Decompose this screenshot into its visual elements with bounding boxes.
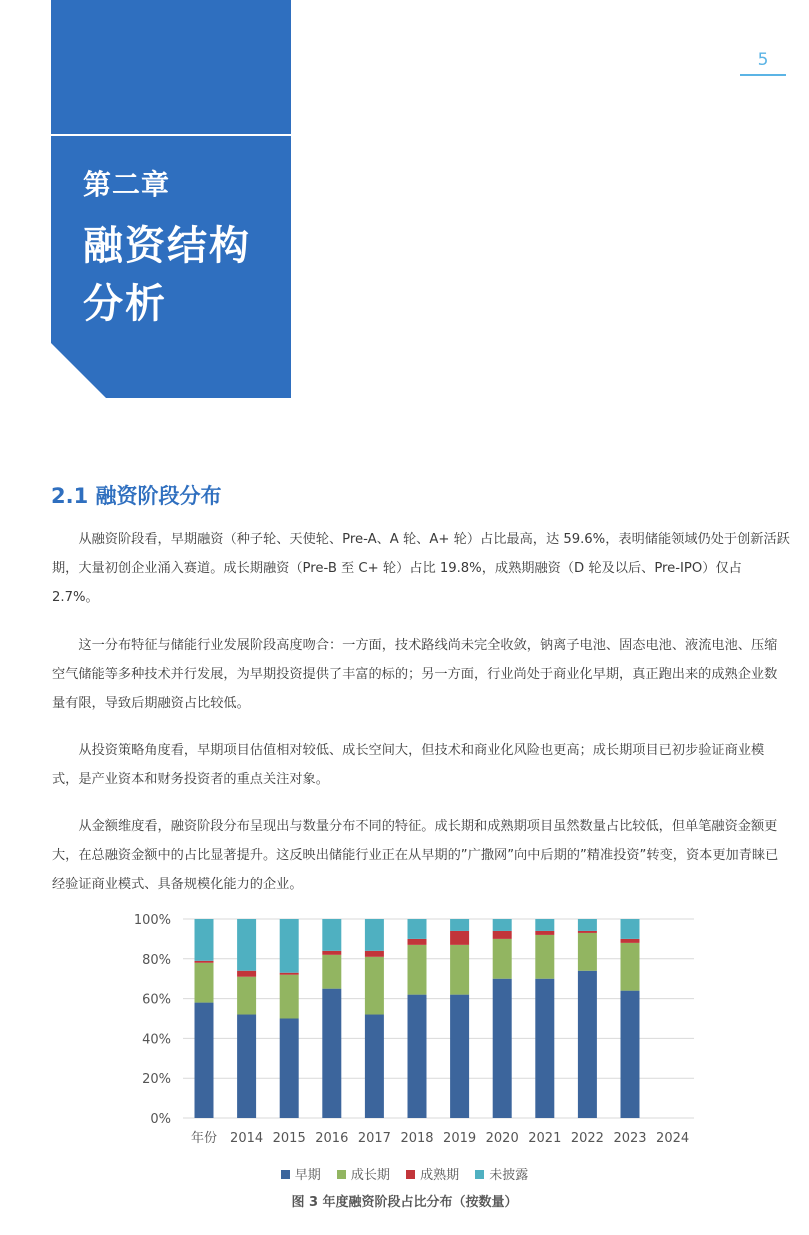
bar-segment	[322, 989, 341, 1118]
body-paragraph-4: 从金额维度看，融资阶段分布呈现出与数量分布不同的特征。成长期和成熟期项目虽然数量占比较低，但单笔融资金额更大，在总融资金额中的占比显著提升。这反映出储能行业正在从早期的”广撒网”向中后期的”精准投资”转变，资本更加青睐已经验证商业模式、具备规模化能力的企业。	[52, 819, 779, 892]
legend-swatch-undisclosed	[475, 1170, 484, 1179]
bar-segment	[578, 933, 597, 971]
legend-label-growth: 成长期	[350, 1168, 390, 1183]
bar-segment	[450, 945, 469, 995]
chapter-divider	[51, 134, 291, 136]
bar-segment	[578, 931, 597, 933]
bar-segment	[365, 919, 384, 951]
chart-bars	[195, 919, 640, 1118]
bar-segment	[578, 919, 597, 931]
bar-segment	[195, 961, 214, 963]
bar-segment	[322, 951, 341, 955]
bar-segment	[578, 971, 597, 1118]
bar-segment	[621, 919, 640, 939]
bar-segment	[493, 939, 512, 979]
x-tick-label: 2022	[570, 1131, 604, 1146]
x-tick-label: 2019	[443, 1131, 477, 1146]
chart-canvas	[0, 900, 809, 1160]
bar-segment	[365, 1015, 384, 1118]
page-number: 5	[757, 50, 769, 70]
chapter-label: 第二章	[83, 168, 171, 201]
bar-segment	[408, 919, 427, 939]
page-number-underline	[740, 74, 786, 76]
body-paragraph-2: 这一分布特征与储能行业发展阶段高度吻合：一方面，技术路线尚未完全收敛，钠离子电池、固态电池、液流电池、压缩空气储能等多种技术并行发展，为早期投资提供了丰富的标的；另一方面，行业尚处于商业化早期，真正跑出来的成熟企业数量有限，导致后期融资占比较低。	[52, 638, 778, 711]
bar-segment	[450, 931, 469, 945]
figure-caption: 图 3 年度融资阶段占比分布（按数量）	[291, 1195, 518, 1210]
chart-gridlines	[183, 919, 694, 1118]
legend-item-growth	[337, 1164, 390, 1183]
bar-segment	[280, 975, 299, 1019]
legend-swatch-growth	[337, 1170, 346, 1179]
x-tick-label: 2024	[656, 1131, 690, 1146]
bar-segment	[237, 1015, 256, 1118]
y-tick-label: 40%	[142, 1032, 171, 1048]
bar-segment	[535, 931, 554, 935]
x-tick-label: 2017	[357, 1131, 391, 1146]
bar-segment	[280, 973, 299, 975]
bar-segment	[450, 919, 469, 931]
x-tick-label: 2016	[315, 1131, 349, 1146]
x-tick-label: 2021	[528, 1131, 562, 1146]
y-tick-label: 60%	[142, 992, 171, 1008]
x-tick-label: 2015	[272, 1131, 306, 1146]
bar-segment	[237, 971, 256, 977]
legend-swatch-mature	[406, 1170, 415, 1179]
y-tick-label: 80%	[142, 952, 171, 968]
x-axis-title: 年份	[190, 1131, 218, 1146]
bar-segment	[408, 995, 427, 1118]
x-tick-label: 2018	[400, 1131, 434, 1146]
chart-legend	[0, 1164, 809, 1183]
bar-segment	[535, 919, 554, 931]
bar-segment	[195, 919, 214, 961]
bar-segment	[365, 951, 384, 957]
bar-segment	[535, 979, 554, 1118]
legend-swatch-early	[281, 1170, 290, 1179]
bar-segment	[621, 939, 640, 943]
bar-segment	[237, 919, 256, 971]
legend-label-undisclosed: 未披露	[489, 1168, 529, 1183]
bar-segment	[408, 939, 427, 945]
bar-segment	[280, 1019, 299, 1119]
body-paragraph-1: 从融资阶段看，早期融资（种子轮、天使轮、Pre-A、A 轮、A+ 轮）占比最高，达 59.6%，表明储能领域仍处于创新活跃期，大量初创企业涌入赛道。成长期融资（Pre-B 至 C+ 轮）占比 19.8%，成熟期融资（D 轮及以后、Pre-IPO）仅占 2.7%。	[52, 532, 790, 605]
y-tick-label: 0%	[150, 1112, 171, 1127]
bar-segment	[493, 919, 512, 931]
legend-item-mature	[406, 1164, 459, 1183]
bar-segment	[408, 945, 427, 995]
body-paragraph-3: 从投资策略角度看，早期项目估值相对较低、成长空间大，但技术和商业化风险也更高；成长期项目已初步验证商业模式，是产业资本和财务投资者的重点关注对象。	[52, 743, 765, 787]
legend-label-early: 早期	[294, 1168, 321, 1183]
y-tick-label: 100%	[133, 913, 171, 928]
stacked-bar-chart	[0, 900, 809, 1160]
x-tick-label: 2023	[613, 1131, 647, 1146]
bar-segment	[493, 979, 512, 1118]
y-tick-label: 20%	[142, 1072, 171, 1088]
legend-item-early	[281, 1164, 321, 1183]
bar-segment	[365, 957, 384, 1015]
bar-segment	[322, 919, 341, 951]
bar-segment	[450, 995, 469, 1118]
chapter-title: 融资结构分析	[83, 223, 251, 327]
section-heading: 2.1 融资阶段分布	[51, 484, 222, 508]
legend-label-mature: 成熟期	[420, 1168, 460, 1183]
bar-segment	[493, 931, 512, 939]
bar-segment	[280, 919, 299, 973]
bar-segment	[322, 955, 341, 989]
x-tick-label: 2020	[485, 1131, 519, 1146]
legend-item-undisclosed	[475, 1164, 528, 1183]
bar-segment	[621, 991, 640, 1118]
bar-segment	[195, 1003, 214, 1118]
x-tick-label: 2014	[230, 1131, 264, 1146]
bar-segment	[621, 943, 640, 991]
bar-segment	[195, 963, 214, 1003]
bar-segment	[535, 935, 554, 979]
bar-segment	[237, 977, 256, 1015]
